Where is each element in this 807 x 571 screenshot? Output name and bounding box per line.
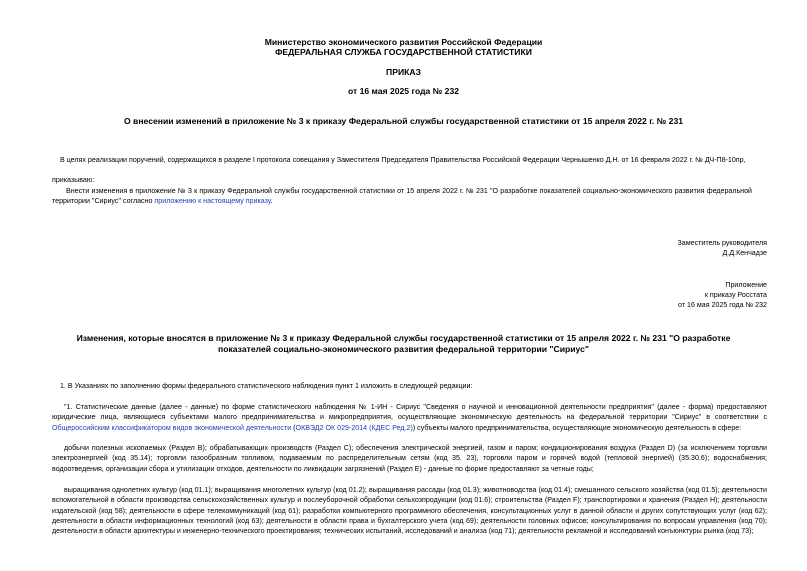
- document-subject: О внесении изменений в приложение № 3 к приказу Федеральной службы государственной статистики от 15 апреля 2022 г. № 231: [123, 116, 684, 126]
- preamble-paragraph: В целях реализации поручений, содержащихся в разделе I протокола совещания у Заместителя Председателя Правительства Российской Федерации Чернышенко Д.Н. от 16 февраля 2022 г. № ДЧ-П8-10пр,: [60, 156, 746, 164]
- document-date-number: от 16 мая 2025 года № 232: [347, 86, 460, 96]
- order-item-text: Внести изменения в приложение № 3 к приказу Федеральной службы государственной статистики от 15 апреля 2022 г. № 231 "О разработке показателей социально-экономического развития федеральной территории "Сириус" согласно: [52, 187, 752, 206]
- appendix-paragraph-3: добычи полезных ископаемых (Раздел B); обрабатывающих производств (Раздел C); обеспечения электрической энергией, газом и паром; кондиционирования воздуха (Раздел D) (за исключением торговли электроэнергией (код 35.14); торговли газообразным топливом, подаваемым по распределительным сетям (код 35. 23), торговли паром и горячей водой (тепловой энергией) (35.30.6); водоснабжения; водоотведения, организации сбора и утилизации отходов, деятельности по ликвидации загрязнений (Раздел E) - данные по форме предоставляют за четные годы;: [52, 444, 767, 473]
- appendix-paragraph-1: 1. В Указаниях по заполнению формы федерального статистического наблюдения пункт 1 изложить в следующей редакции:: [60, 382, 473, 390]
- signature-position: Заместитель руководителя: [677, 239, 767, 247]
- appendix-ref-line1: Приложение: [725, 281, 767, 289]
- order-item-paragraph: [52, 186, 752, 207]
- order-item-end: .: [270, 197, 273, 206]
- appendix-ref-line3: от 16 мая 2025 года № 232: [678, 301, 767, 309]
- service-heading: ФЕДЕРАЛЬНАЯ СЛУЖБА ГОСУДАРСТВЕННОЙ СТАТИСТИКИ: [275, 47, 532, 57]
- signature-name: Д.Д.Кенчадзе: [722, 249, 767, 257]
- appendix-paragraph-2-text: "1. Статистические данные (далее - данные) по форме статистического наблюдения № 1-ИН - Сириус "Сведения о научной и инновационной деятельности предприятия" (далее - форма) предоставляют юридические лица, являющиеся субъектами малого предпринимательства и микропредприятия, осуществляющие экономическую деятельность на федеральной территории "Сириус" в соответствии с: [52, 403, 767, 422]
- appendix-title: Изменения, которые вносятся в приложение № 3 к приказу Федеральной службы государственной статистики от 15 апреля 2022 г. № 231 "О разработке показателей социально-экономического развития федеральной территории "Сириус": [76, 333, 731, 354]
- appendix-link[interactable]: приложению к настоящему приказу: [154, 197, 271, 206]
- appendix-paragraph-4: выращивания однолетних культур (код 01.1); выращивания многолетних культур (код 01.2); выращивания рассады (код 01.3); животноводства (код 01.4); смешанного сельского хозяйства (код 01.5); деятельности вспомогательной в области производства сельскохозяйственных культур и послеуборочной обработки сельхозпродукции (код 01.6); строительства (Раздел F); транспортировки и хранения (Раздел H); деятельности издательской (код 58); деятельности в сфере телекоммуникаций (код 61); разработки компьютерного программного обеспечения, консультационных услуг в данной области и других сопутствующих услуг (код 62); деятельности в области информационных технологий (код 63); деятельности в области права и бухгалтерского учета (код 69); деятельности головных офисов; консультирования по вопросам управления (код 70); деятельности в области архитектуры и инженерно-технического проектирования; технических испытаний, исследований и анализа (код 71); деятельности рекламной и исследований конъюнктуры рынка (код 73);: [52, 486, 767, 536]
- okved2-link[interactable]: ОКВЭД2 ОК 029-2014 (КДЕС Ред.2): [295, 423, 413, 432]
- order-word: приказываю:: [52, 176, 95, 184]
- appendix-ref-line2: к приказу Росстата: [704, 291, 767, 299]
- ministry-heading: Министерство экономического развития Российской Федерации: [264, 37, 543, 47]
- document-type: ПРИКАЗ: [386, 67, 421, 77]
- appendix-paragraph-2-mid: (: [291, 423, 296, 432]
- appendix-paragraph-2-end: ) субъекты малого предпринимательства, осуществляющие экономическую деятельность в сфере:: [412, 423, 742, 432]
- okved-classifier-link[interactable]: Общероссийским классификатором видов экономической деятельности: [52, 423, 292, 432]
- appendix-paragraph-2: [52, 402, 767, 433]
